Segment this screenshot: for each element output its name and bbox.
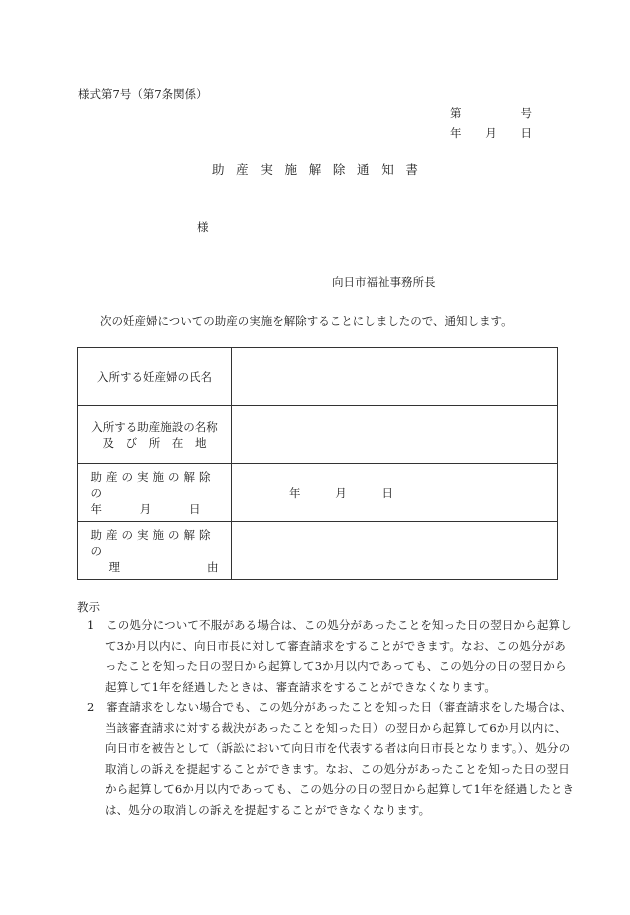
notes-heading: 教示 [77, 600, 100, 614]
table-row [78, 522, 558, 580]
label-text: 助産の実施の解除の [90, 469, 215, 500]
label-char: 月 [139, 501, 152, 516]
title-char: 通 [357, 162, 370, 177]
note-item: 2 審査請求をしない場合でも、この処分があったことを知った日（審査請求をした場合は、当該審査請求に対する裁決があったことを知った日）の翌日から起算して6か月以内に、向日市を被告として（訴訟において向日市を代表する者は向日市長となります。）、処分の取消しの訴えを提起することができます。なお、この処分があったことを知った日の翌日から起算して6か月以内であっても、この処分の日の翌日から起算して1年を経過したときは、処分の取消しの訴えを提起することができなくなります。 [87, 700, 575, 817]
title-char: 除 [332, 162, 346, 177]
label-text: 入所する妊産婦の氏名 [97, 369, 212, 384]
date-month: 月 [335, 485, 347, 500]
form-number: 様式第7号（第7条関係） [78, 87, 208, 101]
addressee-suffix: 様 [197, 220, 209, 234]
intro-text: 次の妊産婦についての助産の実施を解除することにしましたので、通知します。 [100, 314, 513, 328]
title-char: 助 [212, 162, 225, 177]
value-cell-name[interactable] [232, 348, 558, 406]
label-text: 及 び 所 在 地 [102, 435, 207, 450]
value-cell-date[interactable] [232, 464, 558, 522]
date-day: 日 [520, 126, 532, 140]
info-table [77, 347, 558, 580]
label-char: 年 [90, 501, 102, 516]
title-char: 施 [284, 162, 298, 177]
number-suffix: 号 [520, 106, 532, 120]
label-text: 助産の実施の解除の [90, 527, 215, 558]
label-cell [78, 348, 232, 406]
label-text: 入所する助産施設の名称 [91, 419, 218, 434]
title-char: 解 [308, 162, 322, 177]
document-title [212, 160, 418, 178]
document-number-line [450, 105, 532, 121]
title-char: 産 [236, 162, 249, 177]
label-char: 由 [207, 559, 219, 574]
table-row [78, 464, 558, 522]
table-row [78, 348, 558, 406]
title-char: 書 [405, 162, 418, 177]
label-char: 日 [189, 501, 201, 516]
date-day: 日 [381, 485, 393, 500]
label-cell [78, 522, 232, 580]
date-year: 年 [289, 485, 301, 500]
label-cell [78, 406, 232, 464]
date-month: 月 [485, 126, 497, 140]
date-year: 年 [450, 126, 462, 140]
sender-name: 向日市福祉事務所長 [332, 275, 436, 289]
value-cell-reason[interactable] [232, 522, 558, 580]
label-char: 理 [108, 559, 120, 574]
title-char: 知 [381, 162, 394, 177]
note-item: 1 この処分について不服がある場合は、この処分があったことを知った日の翌日から起算して3か月以内に、向日市長に対して審査請求をすることができます。なお、この処分があったことを知った日の翌日から起算して3か月以内であっても、この処分の日の翌日から起算して1年を経過したときは、審査請求をすることができなくなります。 [87, 618, 572, 694]
table-row [78, 406, 558, 464]
value-cell-facility[interactable] [232, 406, 558, 464]
label-cell [78, 464, 232, 522]
number-prefix: 第 [450, 106, 462, 120]
document-date-line [450, 125, 532, 141]
title-char: 実 [260, 162, 273, 177]
